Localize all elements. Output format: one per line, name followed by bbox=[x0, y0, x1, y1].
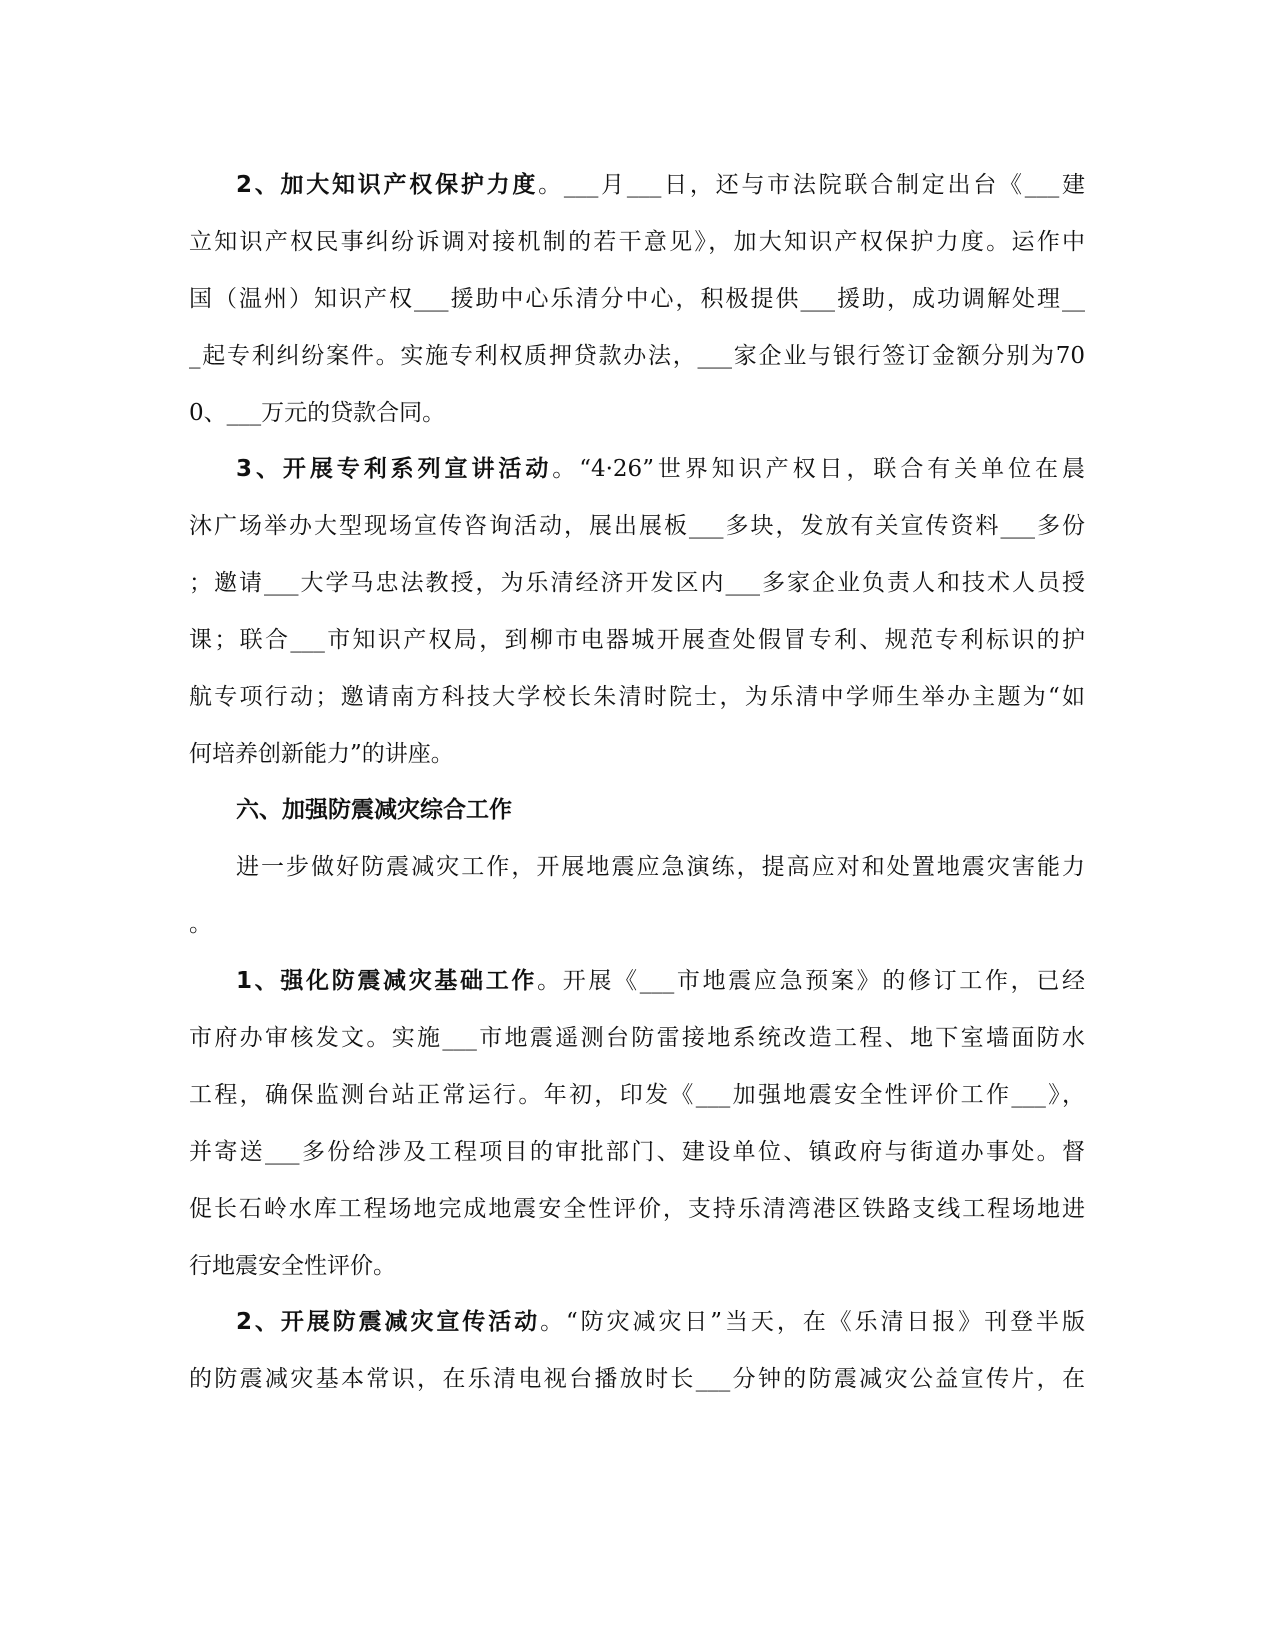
paragraph-earthquake-basics-line-2: 市府办审核发文。实施___市地震遥测台防雷接地系统改造工程、地下室墙面防水 bbox=[189, 1025, 1085, 1051]
paragraph-patent-lectures-line-3: ；邀请___大学马忠法教授，为乐清经济开发区内___多家企业负责人和技术人员授 bbox=[189, 570, 1085, 596]
heading-ip-protection: 2、加大知识产权保护力度 bbox=[236, 172, 539, 198]
paragraph-earthquake-basics-line-6: 行地震安全性评价。 bbox=[189, 1253, 396, 1279]
paragraph-earthquake-basics-line-5: 促长石岭水库工程场地完成地震安全性评价，支持乐清湾港区铁路支线工程场地进 bbox=[189, 1196, 1085, 1222]
paragraph-patent-lectures-line-5: 航专项行动；邀请南方科技大学校长朱清时院士，为乐清中学师生举办主题为“如 bbox=[189, 684, 1085, 710]
text-run: 。开展《___市地震应急预案》的修订工作，已经 bbox=[537, 968, 1085, 994]
heading-earthquake-basics: 1、强化防震减灾基础工作 bbox=[236, 968, 538, 994]
paragraph-earthquake-basics-line-4: 并寄送___多份给涉及工程项目的审批部门、建设单位、镇政府与街道办事处。督 bbox=[189, 1139, 1085, 1165]
paragraph-patent-lectures-line-6: 何培养创新能力”的讲座。 bbox=[189, 741, 454, 767]
paragraph-earthquake-intro-line-2: 。 bbox=[189, 911, 212, 937]
paragraph-earthquake-intro-line-1: 进一步做好防震减灾工作，开展地震应急演练，提高应对和处置地震灾害能力 bbox=[236, 854, 1085, 880]
paragraph-earthquake-publicity-line-1 bbox=[236, 1307, 1085, 1337]
paragraph-earthquake-basics-line-3: 工程，确保监测台站正常运行。年初，印发《___加强地震安全性评价工作___》， bbox=[189, 1082, 1085, 1108]
paragraph-patent-lectures-line-1 bbox=[236, 454, 1085, 484]
paragraph-ip-protection-line-5: 0、___万元的贷款合同。 bbox=[189, 400, 446, 426]
section-heading-earthquake bbox=[236, 795, 512, 825]
heading-earthquake-publicity: 2、开展防震减灾宣传活动 bbox=[236, 1309, 541, 1335]
paragraph-ip-protection-line-4: _起专利纠纷案件。实施专利权质押贷款办法，___家企业与银行签订金额分别为70 bbox=[189, 343, 1085, 369]
paragraph-ip-protection-line-3: 国（温州）知识产权___援助中心乐清分中心，积极提供___援助，成功调解处理__ bbox=[189, 286, 1085, 312]
paragraph-ip-protection-line-2: 立知识产权民事纠纷诉调对接机制的若干意见》，加大知识产权保护力度。运作中 bbox=[189, 229, 1085, 255]
text-run: 。“4·26”世界知识产权日，联合有关单位在晨 bbox=[552, 456, 1085, 482]
paragraph-patent-lectures-line-4: 课；联合___市知识产权局，到柳市电器城开展查处假冒专利、规范专利标识的护 bbox=[189, 627, 1085, 653]
paragraph-ip-protection-line-1 bbox=[236, 170, 1085, 200]
paragraph-earthquake-publicity-line-2: 的防震减灾基本常识，在乐清电视台播放时长___分钟的防震减灾公益宣传片，在 bbox=[189, 1366, 1085, 1392]
paragraph-patent-lectures-line-2: 沐广场举办大型现场宣传咨询活动，展出展板___多块，发放有关宣传资料___多份 bbox=[189, 513, 1085, 539]
heading-patent-lectures: 3、开展专利系列宣讲活动 bbox=[236, 456, 553, 482]
section-title: 六、加强防震减灾综合工作 bbox=[236, 797, 512, 823]
text-run: 。___月___日，还与市法院联合制定出台《___建 bbox=[538, 172, 1086, 198]
text-run: 。“防灾减灾日”当天，在《乐清日报》刊登半版 bbox=[540, 1309, 1085, 1335]
paragraph-earthquake-basics-line-1 bbox=[236, 966, 1085, 996]
